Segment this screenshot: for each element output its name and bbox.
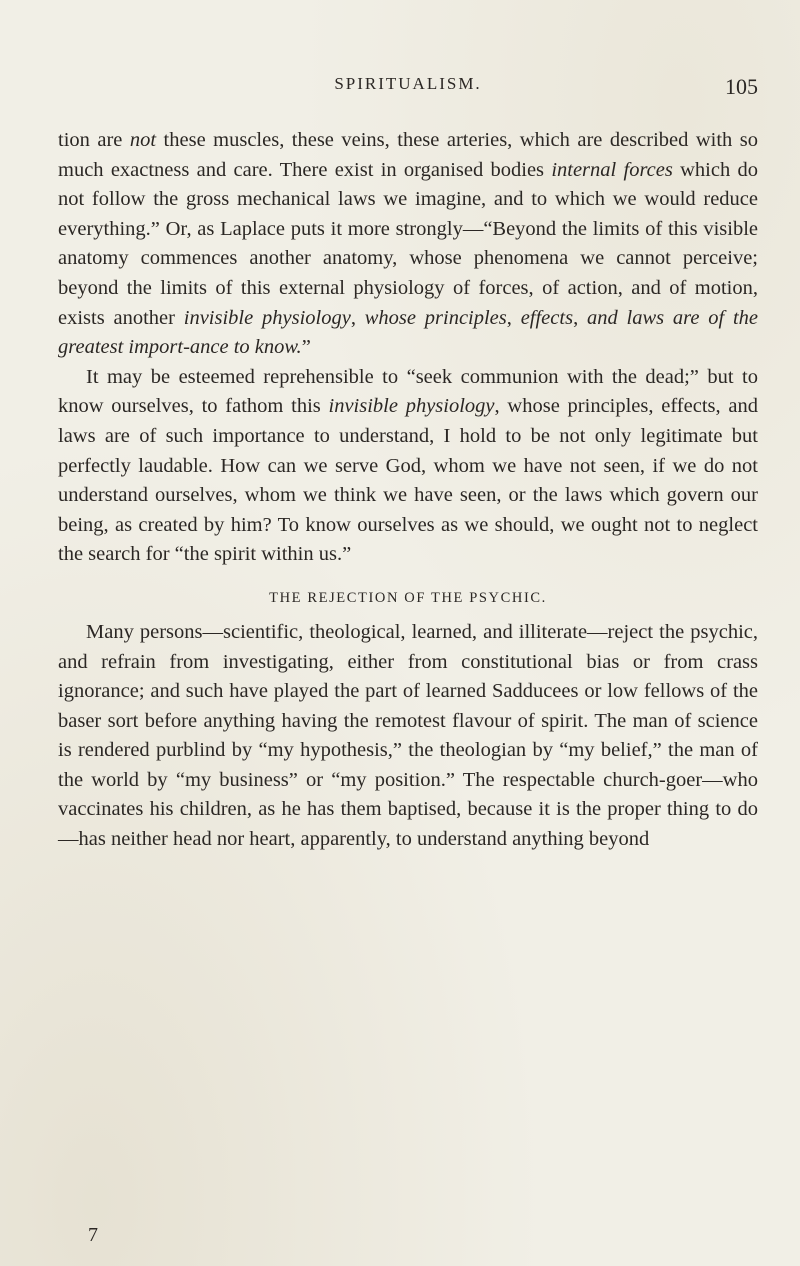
body-text — [58, 126, 758, 855]
signature-mark: 7 — [88, 1224, 98, 1246]
italic-run: and laws are of the greatest import-ance to know. — [58, 306, 759, 359]
text-run: these muscles, these veins, these arteries, which are described with so much exactness and care. There exist in organised bodies — [58, 129, 759, 181]
text-run: , — [506, 306, 521, 329]
paragraph-3: Many persons—scientific, theological, learned, and illiterate—reject the psychic, and refrain from investigating, either from constitutional bias or from crass ignorance; and such have played the part of learned Sadducees or low fellows of the baser sort before anything having the remotest flavour of spirit. The man of science is rendered purblind by “my hypothesis,” the theologian by “my belief,” the man of the world by “my business” or “my position.” The respectable church-goer—who vaccinates his children, as he has them baptised, because it is the proper thing to do—has neither head nor heart, apparently, to understand anything beyond — [58, 620, 758, 851]
italic-run: not — [129, 129, 157, 151]
paragraph-1 — [58, 126, 758, 363]
text-run: , — [573, 306, 587, 329]
text-run: which do not follow the gross mechanical laws we imagine, and to which we would reduce everything.” Or, as Laplace puts it more strongly—“Beyond the limits of this visible anatomy commences another anatomy, whose phenomena we cannot perceive; beyond the limits of this external physiology of forces, of action, and of motion, exists another — [58, 158, 758, 329]
italic-run: whose principles — [364, 306, 507, 329]
section-heading: THE REJECTION OF THE PSYCHIC. — [269, 589, 547, 606]
text-run: , whose principles, effects, and laws are of such importance to understand, I hold to be not only legitimate but perfectly laudable. How can we serve God, whom we have not seen, if we do not understand ourselves, whom we think we have seen, or the laws which govern our being, as created by him? To know ourselves as we should, we ought not to neglect the search for “the spirit within us.” — [58, 395, 758, 566]
text-run: , — [350, 306, 365, 329]
italic-run: internal forces — [551, 158, 673, 181]
italic-run: effects — [520, 306, 574, 329]
text-run: tion are — [58, 129, 130, 151]
paragraph-2 — [58, 363, 758, 570]
page-header — [58, 74, 758, 108]
italic-run: invisible physiology — [328, 395, 495, 418]
text-run: It may be esteemed reprehensible to “seek communion with the dead;” but to know ourselves, to fathom this — [58, 365, 758, 418]
page-number: 105 — [725, 74, 758, 99]
italic-run: invisible physiology — [183, 306, 351, 329]
text-run: ” — [301, 336, 311, 359]
running-head: SPIRITUALISM. — [334, 74, 482, 93]
